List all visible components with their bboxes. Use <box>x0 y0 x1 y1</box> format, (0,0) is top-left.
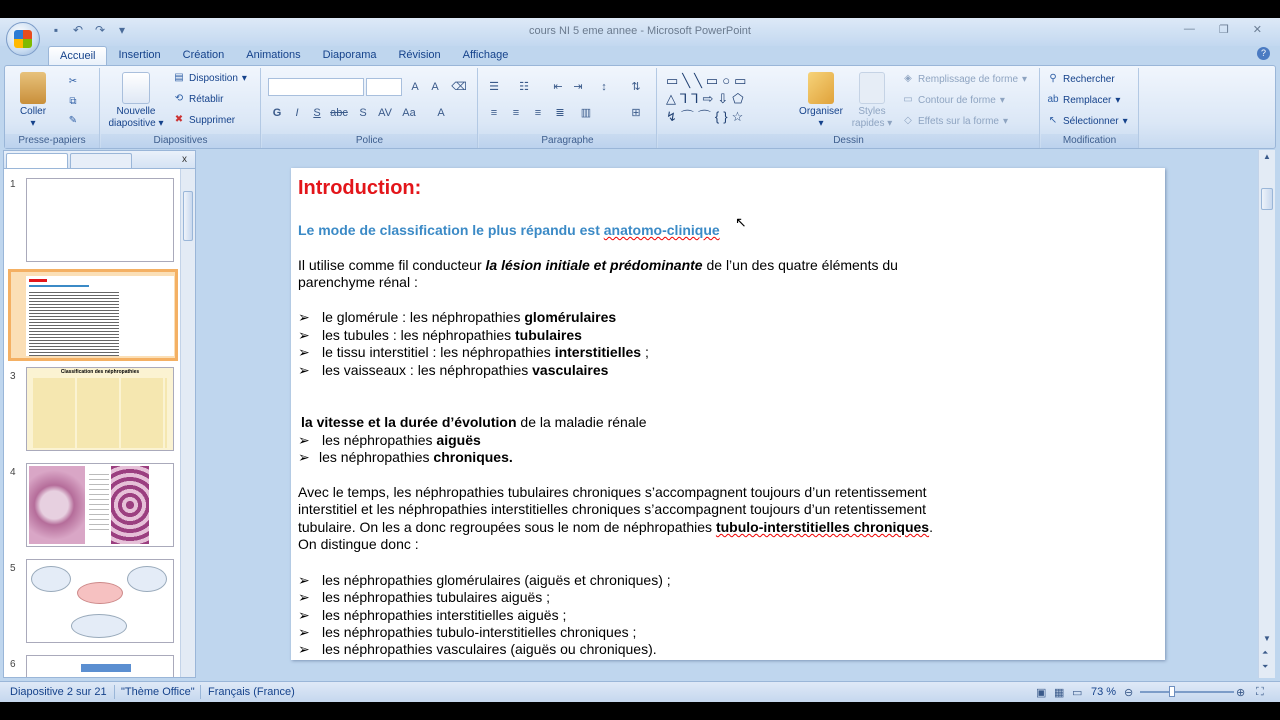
p2-text-c: . <box>929 519 933 535</box>
list1-item[interactable] <box>298 344 649 361</box>
list3-item-text: les néphropathies tubulo-interstitielles chroniques ; <box>322 624 637 640</box>
paragraph-1-line-2[interactable]: parenchyme rénal : <box>298 274 418 290</box>
group-font <box>262 68 478 148</box>
delete-slide-button[interactable] <box>173 114 235 126</box>
list3-item-text: les néphropathies tubulaires aiguës ; <box>322 589 551 605</box>
font-name-box[interactable] <box>268 78 364 96</box>
delete-icon: ✖ <box>174 114 184 125</box>
reset-button[interactable] <box>173 93 223 105</box>
select-label: Sélectionner <box>1063 115 1119 127</box>
slide-number-6: 6 <box>10 659 16 670</box>
tab-slides[interactable] <box>6 153 68 168</box>
arrow-bullet-icon: ➢ <box>298 607 310 623</box>
paste-button[interactable] <box>13 72 53 130</box>
replace-icon: ab <box>1047 94 1059 105</box>
thumbnail-list <box>4 169 180 677</box>
list3-item[interactable] <box>298 641 657 658</box>
thumb3-table <box>33 378 167 448</box>
slide-thumbnail-1[interactable] <box>26 178 174 262</box>
list3-item-text: les néphropathies glomérulaires (aiguës et chroniques) ; <box>322 572 671 588</box>
arrange-label: Organiser <box>799 106 843 117</box>
main-scroll-thumb[interactable] <box>1261 188 1273 210</box>
histology-image-1 <box>29 466 85 544</box>
grow-font-icon[interactable]: A <box>411 81 419 93</box>
slides-pane <box>3 150 196 678</box>
ribbon-tabs <box>48 46 519 66</box>
customize-qat-icon[interactable]: ▾ <box>118 23 126 37</box>
paragraph-2-line-3[interactable] <box>298 519 933 536</box>
thumb4-text-lines <box>89 470 109 530</box>
next-slide-icon[interactable]: ⏷ <box>1262 662 1269 671</box>
quick-styles-label-2: rapides <box>851 118 885 129</box>
list3-item[interactable] <box>298 607 566 624</box>
zoom-slider[interactable] <box>1140 691 1234 693</box>
arrow-bullet-icon: ➢ <box>298 589 310 605</box>
sorter-view-icon[interactable]: ▦ <box>1054 687 1065 699</box>
slide-thumbnail-4[interactable] <box>26 463 174 547</box>
reset-icon: ⟲ <box>174 93 184 104</box>
shadow-icon[interactable]: S <box>359 107 367 119</box>
office-button[interactable] <box>6 22 40 56</box>
strikethrough-icon[interactable]: abc <box>330 107 348 119</box>
replace-button[interactable]: ab Remplacer ▾ <box>1047 94 1121 106</box>
tab-accueil[interactable]: Accueil <box>48 46 107 66</box>
list1-item-bold: vasculaires <box>532 362 609 378</box>
text-direction-icon[interactable]: ⇅ <box>631 81 641 93</box>
smartart-icon[interactable]: ⊞ <box>631 107 641 119</box>
list3-item[interactable] <box>298 589 550 606</box>
thumb5-ellipse-3 <box>71 614 127 638</box>
quick-styles-button[interactable]: Styles rapides ▾ <box>846 72 898 130</box>
histology-image-2 <box>111 466 149 544</box>
shape-effects-button[interactable]: ◇ Effets sur la forme ▾ <box>902 115 1008 127</box>
numbering-icon[interactable]: ☷ <box>519 81 529 93</box>
close-icon[interactable]: ✕ <box>1252 24 1262 36</box>
list1-item-text: les tubules : les néphropathies <box>322 327 516 343</box>
ribbon <box>4 65 1276 149</box>
title-bar <box>0 18 1280 46</box>
arrow-bullet-icon: ➢ <box>298 624 310 640</box>
line-spacing-icon[interactable]: ↕ <box>601 81 607 93</box>
slide-canvas[interactable] <box>291 168 1165 660</box>
tab-diaporama[interactable]: Diaporama <box>322 49 377 61</box>
list1-item-text: le tissu interstitiel : les néphropathies <box>322 344 555 360</box>
status-divider <box>200 685 201 699</box>
replace-label: Remplacer <box>1063 94 1112 106</box>
new-slide-label-1: Nouvelle <box>116 106 156 117</box>
tab-insertion[interactable]: Insertion <box>118 49 161 61</box>
thumbnail-scroll-thumb[interactable] <box>183 191 193 241</box>
slide-number-5: 5 <box>10 563 16 574</box>
slide-title[interactable]: Introduction: <box>298 177 422 199</box>
format-painter-icon[interactable]: ✎ <box>68 115 78 126</box>
group-name-slides: Diapositives <box>101 134 260 148</box>
cut-icon[interactable]: ✂ <box>68 76 78 87</box>
increase-indent-icon[interactable]: ⇥ <box>573 81 583 93</box>
cursor-icon: ↖ <box>1048 115 1058 126</box>
main-scrollbar[interactable] <box>1258 150 1275 678</box>
arrow-bullet-icon: ➢ <box>298 641 310 657</box>
layout-button[interactable]: ▤ Disposition ▾ <box>174 72 247 84</box>
shrink-font-icon[interactable]: A <box>431 81 439 93</box>
paragraph-2-line-2[interactable]: interstitiel et les néphropathies interstitielles chroniques s’accompagnent toujours d’un retentissement <box>298 501 927 517</box>
list1-item[interactable] <box>298 309 616 326</box>
slide-number-1: 1 <box>10 179 16 190</box>
reset-label: Rétablir <box>189 93 224 105</box>
layout-icon: ▤ <box>174 72 184 83</box>
save-icon[interactable]: ▪ <box>53 23 59 37</box>
list2-item-bold: aiguës <box>436 432 481 448</box>
p2-text-a: tubulaire. On les a donc regroupées sous le nom de néphropathies <box>298 519 716 535</box>
group-drawing <box>658 68 1040 148</box>
list1-item-suffix: ; <box>641 344 649 360</box>
zoom-out-icon[interactable]: ⊖ <box>1124 687 1134 699</box>
previous-slide-icon[interactable]: ⏶ <box>1262 648 1269 657</box>
window-controls <box>1184 23 1262 36</box>
group-name-font: Police <box>262 134 477 148</box>
list1-item-bold: glomérulaires <box>524 309 617 325</box>
slide-thumbnail-5[interactable] <box>26 559 174 643</box>
redo-icon[interactable]: ↷ <box>94 23 106 37</box>
font-color-icon[interactable]: A <box>437 107 445 119</box>
arrange-icon <box>808 72 834 104</box>
p1-text-a: Il utilise comme fil conducteur <box>298 257 486 273</box>
binoculars-icon: ⚲ <box>1049 73 1057 84</box>
effects-label: Effets sur la forme <box>918 115 999 127</box>
p1-emphasis: la lésion initiale et prédominante <box>485 257 703 273</box>
thumb2-title-mark <box>29 279 47 282</box>
thumb5-ellipse-1 <box>31 566 71 592</box>
effects-icon: ◇ <box>904 115 912 126</box>
tab-affichage[interactable]: Affichage <box>462 49 509 61</box>
paste-dropdown-icon: ▾ <box>30 118 36 129</box>
window-title: cours NI 5 eme annee - Microsoft PowerPoint <box>529 25 751 37</box>
list1-item[interactable] <box>298 362 608 379</box>
paragraph-2-line-1[interactable]: Avec le temps, les néphropathies tubulaires chroniques s’accompagnent toujours d’un retentissement <box>298 484 927 500</box>
columns-icon[interactable]: ▥ <box>580 107 592 119</box>
slide-thumbnail-3[interactable] <box>26 367 174 451</box>
speed-text: de la maladie rénale <box>516 414 647 430</box>
list1-item-bold: interstitielles <box>554 344 642 360</box>
new-slide-button[interactable]: Nouvelle diapositive ▾ <box>105 72 167 130</box>
change-case-icon[interactable]: Aa <box>402 107 416 119</box>
bullets-icon[interactable]: ☰ <box>489 81 499 93</box>
tab-revision[interactable]: Révision <box>398 49 441 61</box>
slide-number-4: 4 <box>10 467 16 478</box>
arrow-bullet-icon: ➢ <box>298 572 310 588</box>
fill-icon: ◈ <box>904 73 912 84</box>
list1-item-text: les vaisseaux : les néphropathies <box>322 362 533 378</box>
outline-icon: ▭ <box>903 94 913 105</box>
fit-window-icon[interactable]: ⛶ <box>1256 686 1264 698</box>
p2-bold-term: tubulo-interstitielles chroniques <box>715 519 930 535</box>
list2-item-bold: chroniques. <box>433 449 513 465</box>
slide-subtitle[interactable] <box>298 222 720 239</box>
subtitle-term: anatomo-clinique <box>603 222 720 238</box>
list2-item-text: les néphropathies <box>319 449 434 465</box>
group-editing <box>1041 68 1139 148</box>
thumb2-subtitle-mark <box>29 285 89 287</box>
list1-item[interactable] <box>298 327 582 344</box>
office-logo-icon <box>14 30 32 48</box>
fill-label: Remplissage de forme <box>918 73 1019 85</box>
shapes-gallery[interactable]: ▭╲╲▭○▭ △⅂⅂⇨⇩⬠ ↯⌒⌒{}☆ <box>666 73 751 124</box>
align-left-icon[interactable]: ≡ <box>490 107 498 119</box>
quick-styles-icon <box>859 72 885 104</box>
select-button[interactable]: ↖ Sélectionner ▾ <box>1048 115 1128 127</box>
help-icon[interactable]: ? <box>1257 47 1270 60</box>
thumb5-center-ellipse <box>77 582 123 604</box>
find-button[interactable] <box>1047 73 1115 85</box>
group-slides <box>101 68 261 148</box>
paste-icon <box>20 72 46 104</box>
arrow-bullet-icon: ➢ <box>298 362 310 378</box>
outline-label: Contour de forme <box>918 94 996 106</box>
list3-item[interactable] <box>298 624 636 641</box>
pane-tabs <box>4 151 195 169</box>
theme-name: "Thème Office" <box>121 686 195 698</box>
zoom-slider-thumb[interactable] <box>1169 686 1175 697</box>
slideshow-view-icon[interactable]: ▭ <box>1072 687 1083 699</box>
quick-access-toolbar <box>48 22 130 38</box>
new-slide-label-2: diapositive <box>108 118 156 129</box>
align-right-icon[interactable]: ≡ <box>534 107 542 119</box>
paste-label: Coller <box>19 106 47 117</box>
shape-outline-button[interactable]: ▭ Contour de forme ▾ <box>903 94 1005 106</box>
paragraph-2-line-4[interactable]: On distingue donc : <box>298 536 419 552</box>
arrow-bullet-icon: ➢ <box>298 344 310 360</box>
status-divider <box>114 685 115 699</box>
list2-item[interactable] <box>298 432 481 449</box>
tab-animations[interactable]: Animations <box>246 49 301 61</box>
thumb2-canvas <box>26 276 174 356</box>
close-pane-icon[interactable]: x <box>182 154 187 165</box>
list2-item-text: les néphropathies <box>322 432 437 448</box>
slide-thumbnail-2[interactable] <box>8 269 178 361</box>
arrow-bullet-icon: ➢ <box>298 449 310 465</box>
arrow-bullet-icon: ➢ <box>298 327 310 343</box>
group-name-editing: Modification <box>1041 134 1138 148</box>
list3-item-text: les néphropathies vasculaires (aiguës ou chroniques). <box>322 641 657 657</box>
layout-label: Disposition <box>189 72 238 84</box>
language-indicator[interactable]: Français (France) <box>208 686 295 698</box>
shape-fill-button[interactable]: ◈ Remplissage de forme ▾ <box>902 73 1027 85</box>
thumb3-title: Classification des néphropathies <box>60 369 140 375</box>
scroll-down-icon[interactable]: ▼ <box>1263 634 1271 643</box>
thumb5-ellipse-2 <box>127 566 167 592</box>
copy-icon[interactable]: ⧉ <box>69 96 77 107</box>
arrow-bullet-icon: ➢ <box>298 432 310 448</box>
align-center-icon[interactable]: ≡ <box>512 107 520 119</box>
find-label: Rechercher <box>1063 73 1115 85</box>
group-name-clipboard: Presse-papiers <box>5 134 99 148</box>
group-clipboard <box>5 68 100 148</box>
speed-bold: la vitesse et la durée d’évolution <box>301 414 517 430</box>
group-name-drawing: Dessin <box>658 134 1039 148</box>
quick-styles-label-1: Styles <box>858 106 886 117</box>
group-name-paragraph: Paragraphe <box>479 134 656 148</box>
delete-label: Supprimer <box>189 114 236 126</box>
paragraph-1-line-1[interactable] <box>298 257 898 274</box>
new-slide-icon <box>122 72 150 104</box>
normal-view-icon[interactable]: ▣ <box>1036 687 1047 699</box>
subtitle-text: Le mode de classification le plus répandu est <box>298 222 604 238</box>
underline-icon[interactable]: S <box>313 107 321 119</box>
minimize-icon[interactable]: — <box>1183 23 1195 35</box>
spacing-icon[interactable]: AV <box>378 107 392 119</box>
zoom-level[interactable]: 73 % <box>1091 686 1117 698</box>
p1-text-c: de l’un des quatre éléments du <box>702 257 898 273</box>
font-size-box[interactable] <box>366 78 402 96</box>
thumbnail-scrollbar[interactable] <box>180 169 195 677</box>
clear-format-icon[interactable]: ⌫ <box>451 81 467 93</box>
tab-outline[interactable] <box>70 153 132 168</box>
list1-item-bold: tubulaires <box>515 327 582 343</box>
italic-icon[interactable]: I <box>295 107 299 119</box>
list3-item-text: les néphropathies interstitielles aiguës ; <box>322 607 567 623</box>
arrow-bullet-icon: ➢ <box>298 309 310 325</box>
thumb6-box <box>81 664 131 672</box>
slide-number-3: 3 <box>10 371 16 382</box>
list3-item[interactable] <box>298 572 671 589</box>
tab-creation[interactable]: Création <box>182 49 225 61</box>
scroll-up-icon[interactable]: ▲ <box>1263 152 1271 161</box>
mouse-cursor-icon: ↖ <box>735 214 747 230</box>
decrease-indent-icon[interactable]: ⇤ <box>553 81 563 93</box>
slide-thumbnail-6[interactable] <box>26 655 174 677</box>
slide-editing-area <box>198 150 1256 678</box>
zoom-in-icon[interactable]: ⊕ <box>1236 687 1246 699</box>
speed-line[interactable] <box>301 414 647 431</box>
status-bar <box>0 681 1280 702</box>
thumb2-text-lines <box>29 290 119 356</box>
list1-item-text: le glomérule : les néphropathies <box>322 309 525 325</box>
group-paragraph <box>479 68 657 148</box>
slide-counter: Diapositive 2 sur 21 <box>10 686 107 698</box>
restore-icon[interactable]: ❐ <box>1218 24 1229 36</box>
bold-icon[interactable]: G <box>272 107 282 119</box>
justify-icon[interactable]: ≣ <box>555 107 565 119</box>
arrange-button[interactable]: Organiser ▾ <box>792 72 850 130</box>
list2-item[interactable] <box>298 449 513 466</box>
undo-icon[interactable]: ↶ <box>72 23 84 37</box>
